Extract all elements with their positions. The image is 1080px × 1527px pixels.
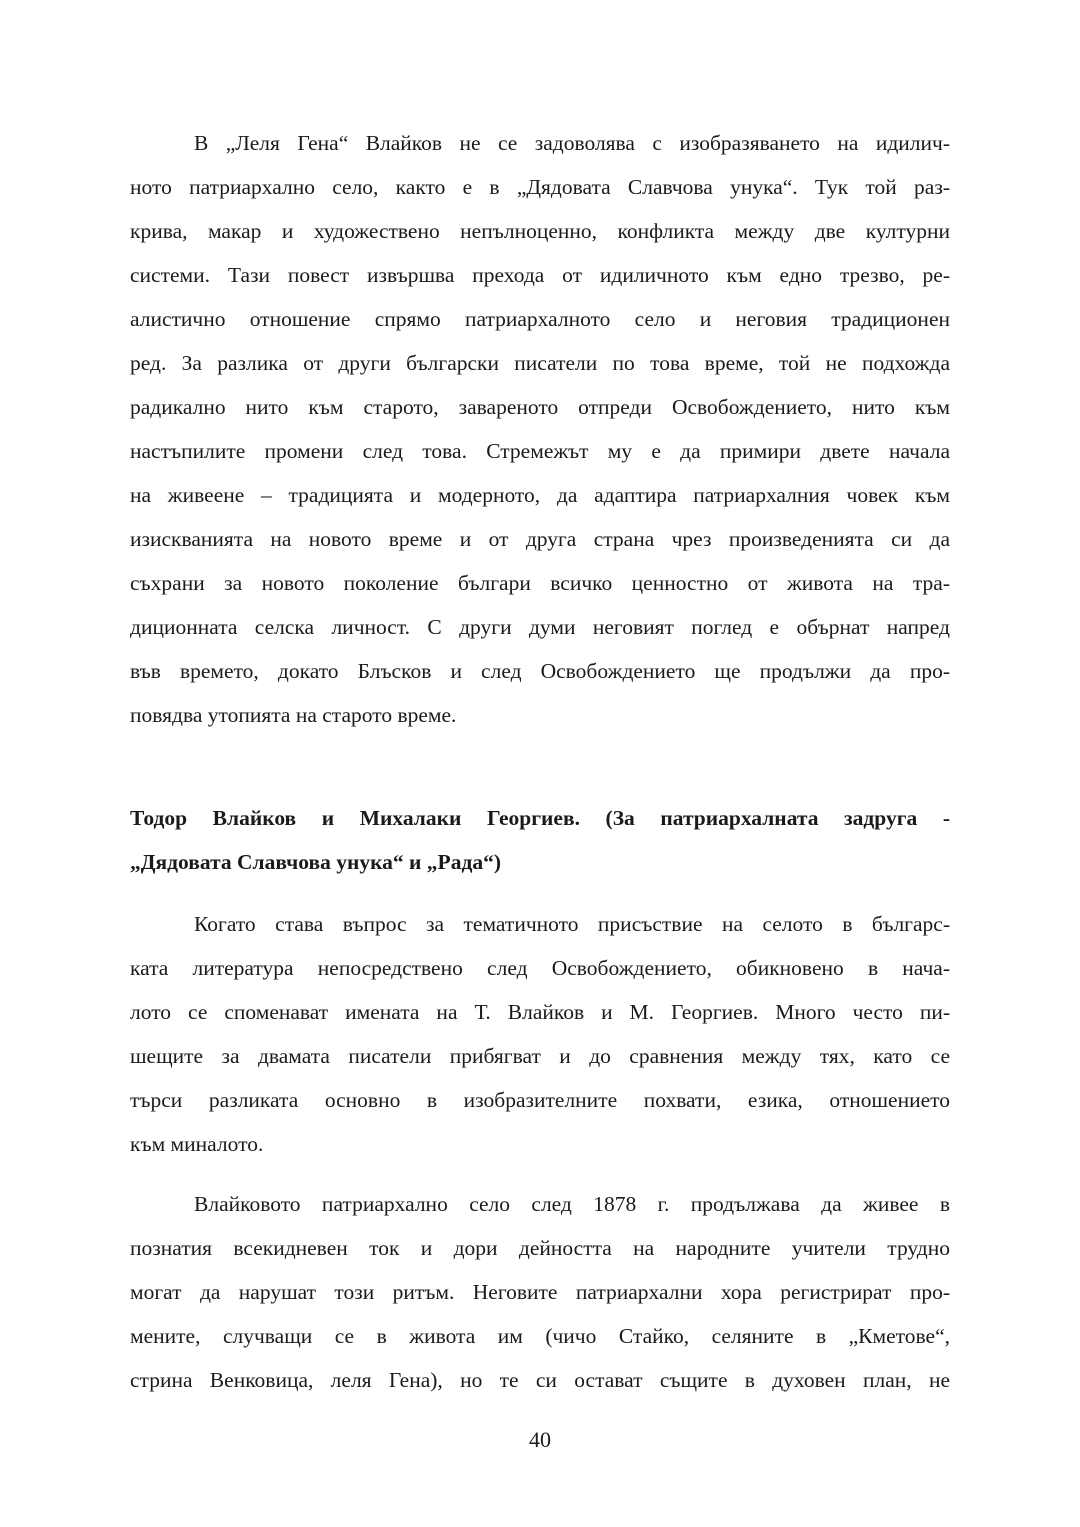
text-line: алистично отношение спрямо патриархалното село и неговия традиционен	[130, 307, 950, 331]
text-line: изискванията на новото време и от друга страна чрез произведенията си да	[130, 527, 950, 551]
text-line: стрина Венковица, леля Гена), но те си остават същите в духовен план, не	[130, 1368, 950, 1392]
paragraph	[130, 1182, 950, 1402]
text-line: крива, макар и художествено непълноценно, конфликта между две културни	[130, 219, 950, 243]
text-line: познатия всекидневен ток и дори дейността на народните учители трудно	[130, 1236, 950, 1260]
text-line: радикално нито към старото, завареното отпреди Освобождението, нито към	[130, 395, 950, 419]
heading-line: Тодор Влайков и Михалаки Георгиев. (За патриархалната задруга -	[130, 806, 950, 830]
paragraph	[130, 121, 950, 737]
paragraph	[130, 902, 950, 1166]
text-line: към миналото.	[130, 1132, 264, 1156]
text-line: Когато става въпрос за тематичното присъствие на селото в българс-	[194, 912, 950, 936]
text-line: съхрани за новото поколение българи всичко ценностно от живота на тра-	[130, 571, 950, 595]
page-number: 40	[529, 1427, 551, 1452]
text-line: могат да нарушат този ритъм. Неговите патриархални хора регистрират про-	[130, 1280, 950, 1304]
text-line: системи. Тази повест извършва прехода от идиличното към едно трезво, ре-	[130, 263, 950, 287]
text-line: В „Леля Гена“ Влайков не се задоволява с изобразяването на идилич-	[194, 131, 950, 155]
section-heading	[130, 796, 950, 884]
text-line: ката литература непосредствено след Освобождението, обикновено в нача-	[130, 956, 950, 980]
text-line: шещите за двамата писатели прибягват и до сравнения между тях, като се	[130, 1044, 950, 1068]
text-line: на живеене – традицията и модерното, да адаптира патриархалния човек към	[130, 483, 950, 507]
text-line: Влайковото патриархално село след 1878 г. продължава да живее в	[194, 1192, 950, 1216]
text-line: мените, случващи се в живота им (чичо Стайко, селяните в „Кметове“,	[130, 1324, 950, 1348]
text-line: във времето, докато Блъсков и след Освобождението ще продължи да про-	[130, 659, 950, 683]
text-line: повядва утопията на старото време.	[130, 703, 457, 727]
heading-line: „Дядовата Славчова унука“ и „Рада“)	[130, 850, 501, 874]
text-line: ред. За разлика от други български писатели по това време, той не подхожда	[130, 351, 950, 375]
text-line: ното патриархално село, както е в „Дядовата Славчова унука“. Тук той раз-	[130, 175, 950, 199]
text-line: настъпилите промени след това. Стремежът му е да примири двете начала	[130, 439, 950, 463]
text-line: лото се споменават имената на Т. Влайков и М. Георгиев. Много често пи-	[130, 1000, 950, 1024]
text-line: диционната селска личност. С други думи неговият поглед е обърнат напред	[130, 615, 950, 639]
text-line: търси разликата основно в изобразителните похвати, езика, отношението	[130, 1088, 950, 1112]
